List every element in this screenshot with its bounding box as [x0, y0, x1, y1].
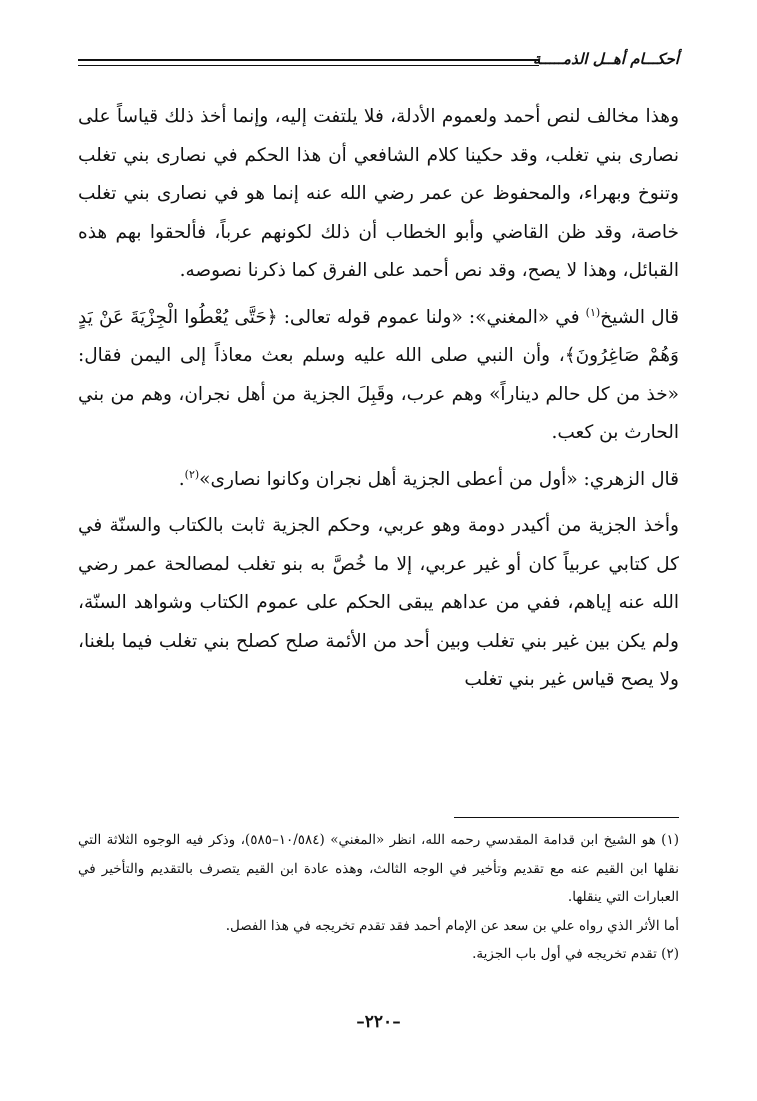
- footnote-1-extra: أما الأثر الذي رواه علي بن سعد عن الإمام أحمد فقد تقدم تخريجه في هذا الفصل.: [225, 917, 679, 934]
- paragraph-2-start: قال الشيخ: [600, 306, 679, 328]
- footnotes: [78, 826, 679, 969]
- paragraph-3-end: .: [178, 468, 185, 490]
- paragraph-3: [78, 461, 679, 500]
- main-text: [78, 98, 679, 700]
- footnote-ref-1: (١): [585, 305, 601, 319]
- footnote-separator: [454, 817, 679, 818]
- footnote-ref-2: (٢): [184, 467, 200, 481]
- paragraph-2: [78, 299, 679, 453]
- paragraph-4: وأخذ الجزية من أكيدر دومة وهو عربي، وحكم الجزية ثابت بالكتاب والسنّة في كل كتابي عربياً كان أو غير عربي، إلا ما خُصَّ به بنو تغلب لمصالحة عمر رضي الله عنه إياهم، ففي من عداهم يبقى الحكم على عموم الكتاب وشواهد السنّة، ولم يكن بين غير بني تغلب وبين أحد من الأئمة صلح كصلح بني تغلب فيما بلغنا، ولا يصح قياس غير بني تغلب: [78, 515, 679, 690]
- page-number: –٢٢٠–: [356, 1012, 401, 1032]
- header-title: أحكـــام أهــل الذمـــــة: [532, 50, 679, 68]
- header-rule: [78, 59, 539, 66]
- paragraph-1: وهذا مخالف لنص أحمد ولعموم الأدلة، فلا يلتفت إليه، وإنما أخذ ذلك قياساً على نصارى بني تغلب، وقد حكينا كلام الشافعي أن هذا الحكم في نصارى بني تغلب وتنوخ وبهراء، والمحفوظ عن عمر رضي الله عنه إنما هو في نصارى بني تغلب خاصة، وقد ظن القاضي وأبو الخطاب أن ذلك لكونهم عرباً، فألحقوا بهم هذه القبائل، وهذا لا يصح، وقد نص أحمد على الفرق كما ذكرنا نصوصه.: [78, 106, 679, 281]
- footnote-2: (٢) تقدم تخريجه في أول باب الجزية.: [472, 946, 679, 962]
- footnote-1: (١) هو الشيخ ابن قدامة المقدسي رحمه الله، انظر «المغني» (١٠/٥٨٤–٥٨٥)، وذكر فيه الوجوه الثلاثة التي نقلها ابن القيم عنه مع تقديم وتأخير في الوجه الثالث، وهذه عادة ابن القيم يتصرف بالتقديم والتأخير في العبارات التي ينقلها.: [78, 832, 679, 905]
- paragraph-3-start: قال الزهري: «أول من أعطى الجزية أهل نجران وكانوا نصارى»: [199, 468, 679, 490]
- paragraph-2-rest: في «المغني»: «ولنا عموم قوله تعالى: ﴿حَتَّى يُعْطُوا الْجِزْيَةَ عَنْ يَدٍ وَهُمْ صَاغِرُونَ﴾، وأن النبي صلى الله عليه وسلم بعث معاذاً إلى اليمن فقال: «خذ من كل حالم ديناراً» وهم عرب، وقَبِلَ الجزية من أهل نجران، وهم من بني الحارث بن كعب.: [78, 306, 679, 443]
